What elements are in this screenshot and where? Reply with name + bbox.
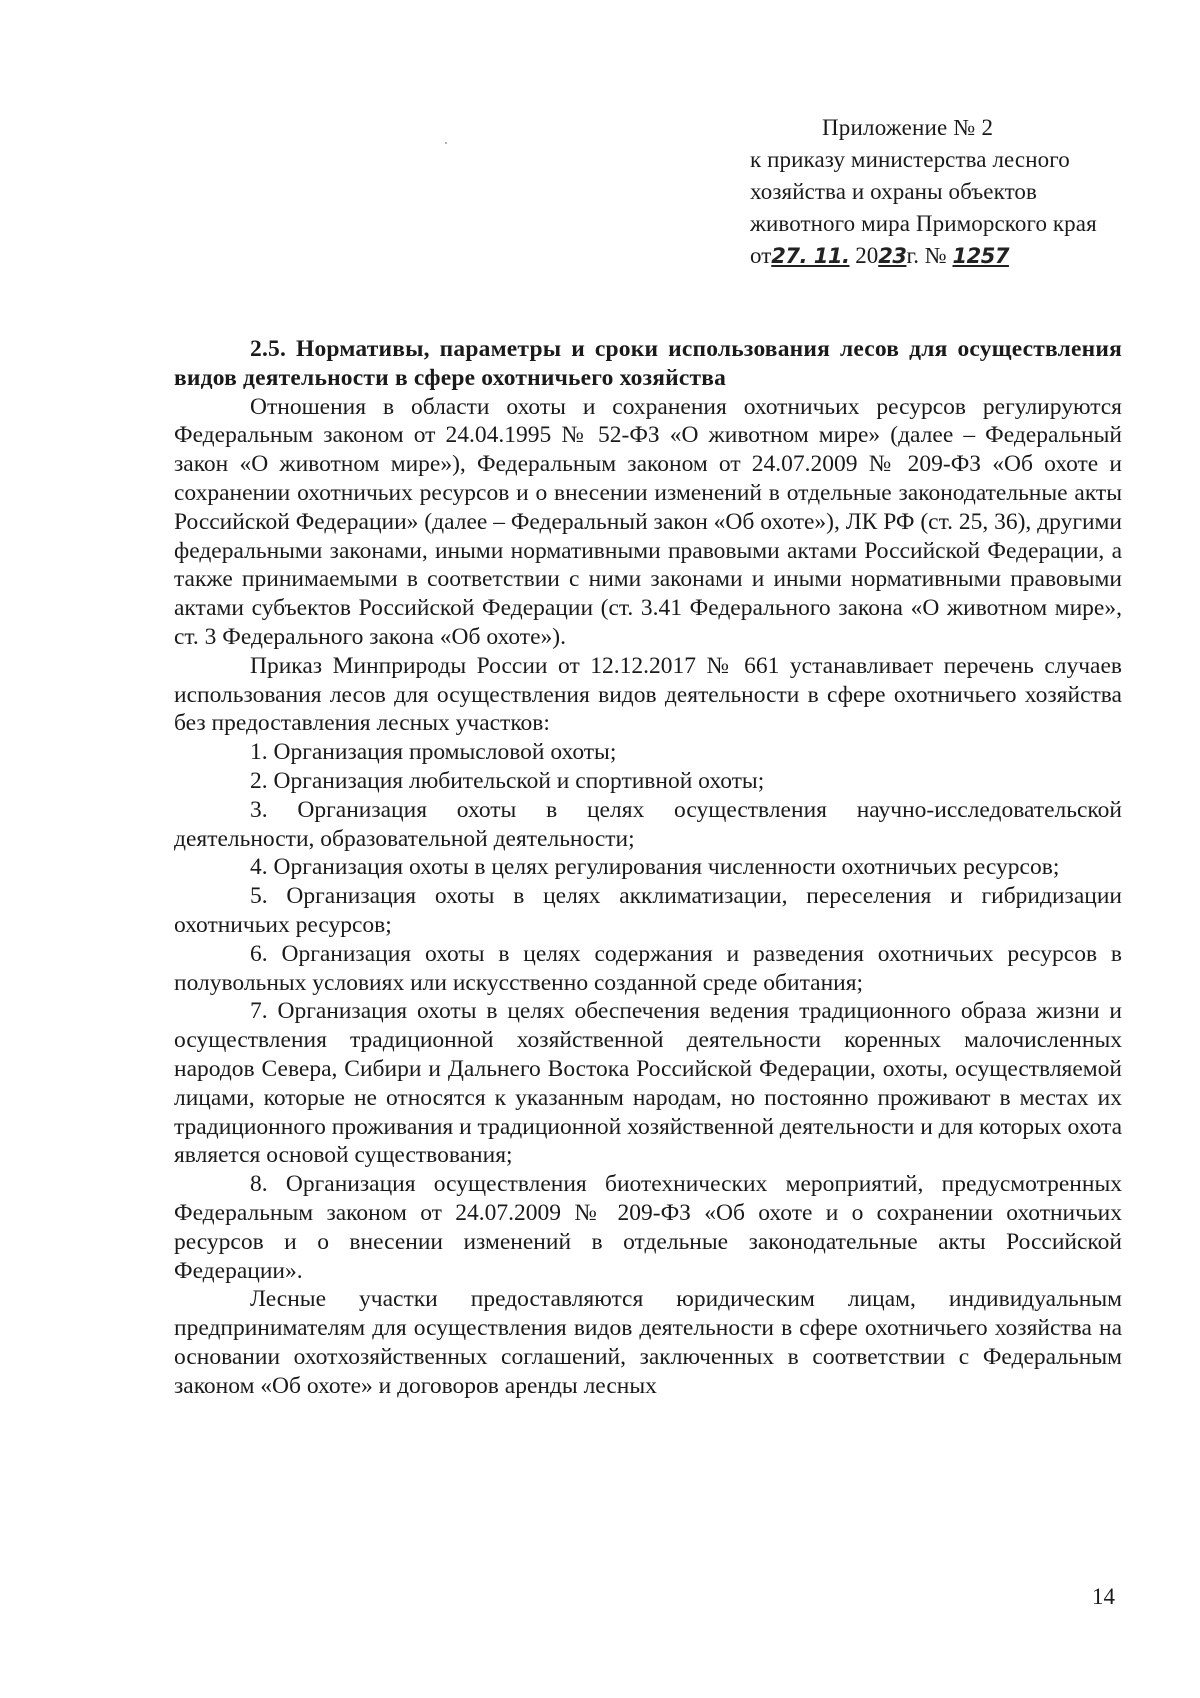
appendix-line-1: к приказу министерства лесного xyxy=(750,147,1070,172)
list-item: 1. Организация промысловой охоты; xyxy=(250,739,617,766)
page-number: 14 xyxy=(1092,1584,1115,1609)
date-prefix: от xyxy=(750,243,772,268)
appendix-header xyxy=(750,112,1130,272)
handwritten-year: 23 xyxy=(878,244,907,268)
appendix-line-3: животного мира Приморского края xyxy=(750,211,1097,236)
list-item: 3. Организация охоты в целях осуществления научно-исследовательской деятельности, образовательной деятельности; xyxy=(174,796,1122,852)
date-g-number: г. № xyxy=(906,243,947,268)
scan-speck xyxy=(445,142,447,144)
list-item: 2. Организация любительской и спортивной охоты; xyxy=(250,767,765,794)
appendix-title: Приложение № 2 xyxy=(822,115,994,140)
document-body xyxy=(174,335,1122,1400)
appendix-date-line xyxy=(750,240,1130,272)
list-item: 6. Организация охоты в целях содержания и разведения охотничьих ресурсов в полувольных условиях или искусственно созданной среде обитания; xyxy=(174,940,1122,996)
list-item: 5. Организация охоты в целях акклиматизации, переселения и гибридизации охотничьих ресурсов; xyxy=(174,883,1122,938)
handwritten-date: 27. 11. xyxy=(771,244,850,268)
paragraph-3: Лесные участки предоставляются юридическим лицам, индивидуальным предпринимателям для осуществления видов деятельности в сфере охотничьего хозяйства на основании охотхозяйственных соглашений, заключенных в соответствии с Федеральным законом «Об охоте» и договоров аренды лесных xyxy=(174,1286,1122,1399)
list-item: 7. Организация охоты в целях обеспечения ведения традиционного образа жизни и осуществления традиционной хозяйственной деятельности коренных малочисленных народов Севера, Сибири и Дальнего Востока Российской Федерации, охоты, осуществляемой лицами, которые не относятся к указанным народам, но постоянно проживают в местах их традиционного проживания и традиционной хозяйственной деятельности и для которых охота является основой существования; xyxy=(174,998,1123,1169)
paragraph-1: Отношения в области охоты и сохранения охотничьих ресурсов регулируются Федеральным законом от 24.04.1995 № 52-ФЗ «О животном мире» (далее – Федеральный закон «О животном мире»), Федеральным законом от 24.07.2009 № 209-ФЗ «Об охоте и сохранении охотничьих ресурсов и о внесении изменений в отдельные законодательные акты Российской Федерации» (далее – Федеральный закон «Об охоте»), ЛК РФ (ст. 25, 36), другими федеральными законами, иными нормативными правовыми актами Российской Федерации, а также принимаемыми в соответствии с ними законами и иными нормативными правовыми актами субъектов Российской Федерации (ст. 3.41 Федерального закона «О животном мире», ст. 3 Федерального закона «Об охоте»). xyxy=(174,393,1122,650)
appendix-line-2: хозяйства и охраны объектов xyxy=(750,179,1037,204)
paragraph-2: Приказ Минприроды России от 12.12.2017 № 661 устанавливает перечень случаев использования лесов для осуществления видов деятельности в сфере охотничьего хозяйства без предоставления лесных участков: xyxy=(174,652,1122,737)
list-item: 8. Организация осуществления биотехнических мероприятий, предусмотренных Федеральным законом от 24.07.2009 № 209-ФЗ «Об охоте и о сохранении охотничьих ресурсов и о внесении изменений в отдельные законодательные акты Российской Федерации». xyxy=(174,1171,1122,1284)
list-item: 4. Организация охоты в целях регулирования численности охотничьих ресурсов; xyxy=(250,854,1060,881)
handwritten-order-number: 1257 xyxy=(952,244,1009,268)
date-year-prefix: 20 xyxy=(855,243,879,268)
section-heading: 2.5. Нормативы, параметры и сроки использования лесов для осуществления видов деятельности в сфере охотничьего хозяйства xyxy=(174,336,1122,391)
